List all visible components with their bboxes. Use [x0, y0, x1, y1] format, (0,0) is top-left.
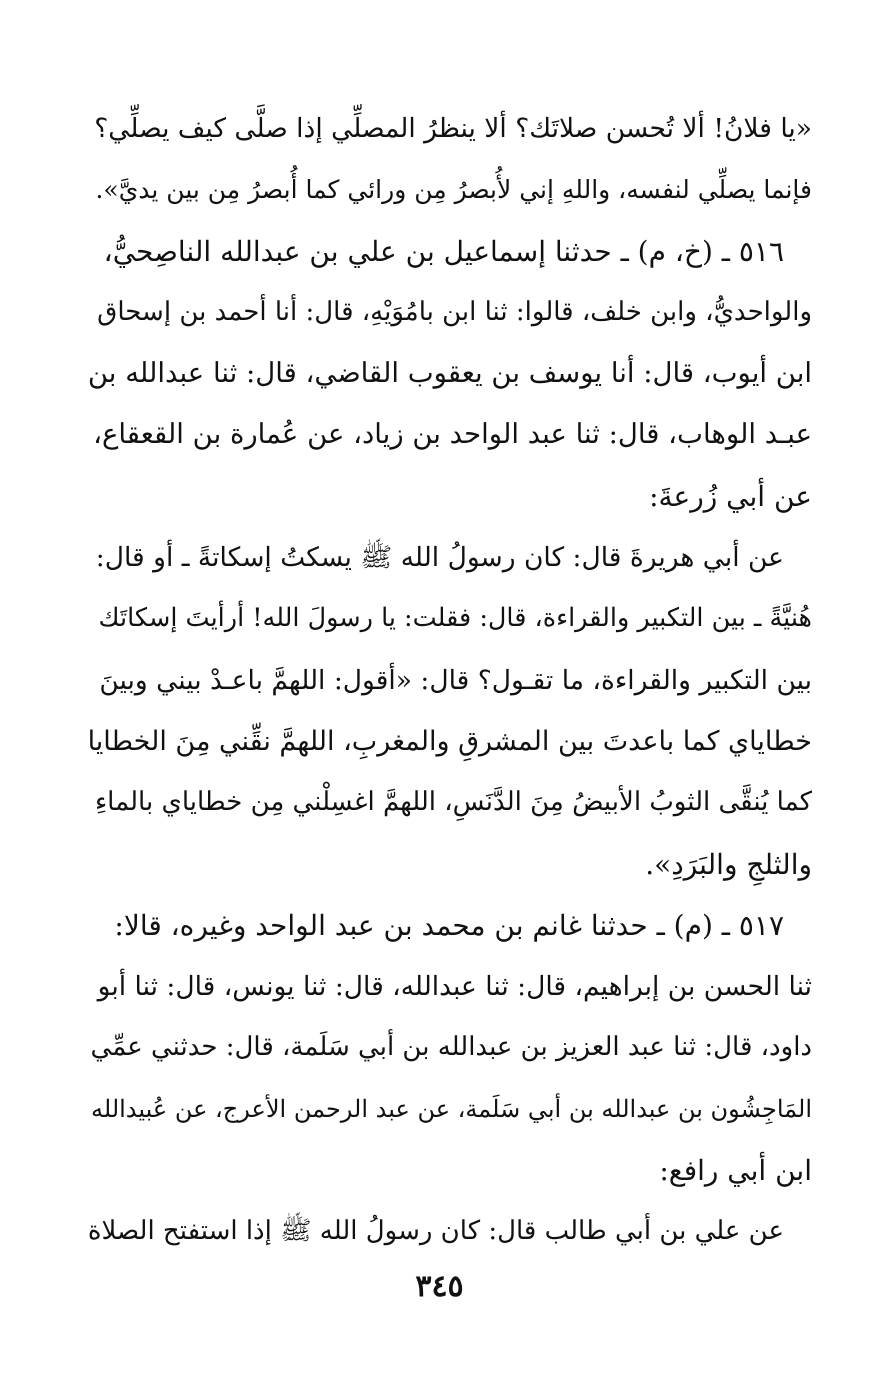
text-line: كما يُنقَّى الثوبُ الأبيضُ مِنَ الدَّنَسِ، اللهمَّ اغسِلْني مِن خطاياي بالماءِ: [94, 787, 812, 818]
text-line: ثنا الحسن بن إبراهيم، قال: ثنا عبدالله، قال: ثنا يونس، قال: ثنا أبو: [97, 971, 812, 1003]
text-line: بين التكبير والقراءة، ما تقـول؟ قال: «أقول: اللهمَّ باعـدْ بيني وبينَ: [99, 664, 812, 696]
text-line: والثلجِ والبَرَدِ».: [645, 847, 812, 881]
text-line: عن أبي زُرعةَ:: [649, 479, 812, 513]
text-line: عن أبي هريرةَ قال: كان رسولُ الله ﷺ يسكتُ إسكاتةً ـ أو قال:: [95, 542, 784, 574]
text-line: المَاجِشُون بن عبدالله بن أبي سَلَمة، عن عبد الرحمن الأعرج، عن عُبيدالله: [91, 1094, 812, 1123]
text-line: فإنما يصلِّي لنفسه، واللهِ إني لأُبصرُ مِن ورائي كما أُبصرُ مِن بين يديَّ».: [95, 175, 812, 205]
page-number: ٣٤٥: [415, 1269, 464, 1304]
text-line: ٥١٧ ـ (م) ـ حدثنا غانم بن محمد بن عبد الواحد وغيره، قالا:: [114, 908, 784, 942]
text-line: والواحديُّ، وابن خلف، قالوا: ثنا ابن بامُوَيْهِ، قال: أنا أحمد بن إسحاق: [97, 296, 812, 327]
body-text: [88, 98, 812, 1263]
text-line: هُنيَّةً ـ بين التكبير والقراءة، قال: فقلت: يا رسولَ الله! أرأيتَ إسكاتَك: [98, 603, 812, 634]
text-line: ابن أيوب، قال: أنا يوسف بن يعقوب القاضي، قال: ثنا عبدالله بن: [88, 357, 812, 390]
text-line: داود، قال: ثنا عبد العزيز بن عبدالله بن أبي سَلَمة، قال: حدثني عمِّي: [90, 1032, 812, 1063]
text-line: عن علي بن أبي طالب قال: كان رسولُ الله ﷺ إذا استفتح الصلاة: [88, 1216, 784, 1247]
text-line: ٥١٦ ـ (خ، م) ـ حدثنا إسماعيل بن علي بن عبدالله الناصِحيُّ،: [103, 234, 784, 268]
text-line: «يا فلانُ! ألا تُحسن صلاتَك؟ ألا ينظرُ المصلِّي إذا صلَّى كيف يصلِّي؟: [94, 113, 812, 144]
text-line: ابن أبي رافع:: [659, 1154, 812, 1188]
text-line: خطاياي كما باعدتَ بين المشرقِ والمغربِ، اللهمَّ نقِّني مِنَ الخطايا: [88, 725, 812, 757]
text-line: عبـد الوهاب، قال: ثنا عبد الواحد بن زياد، عن عُمارة بن القعقاع،: [93, 418, 812, 451]
